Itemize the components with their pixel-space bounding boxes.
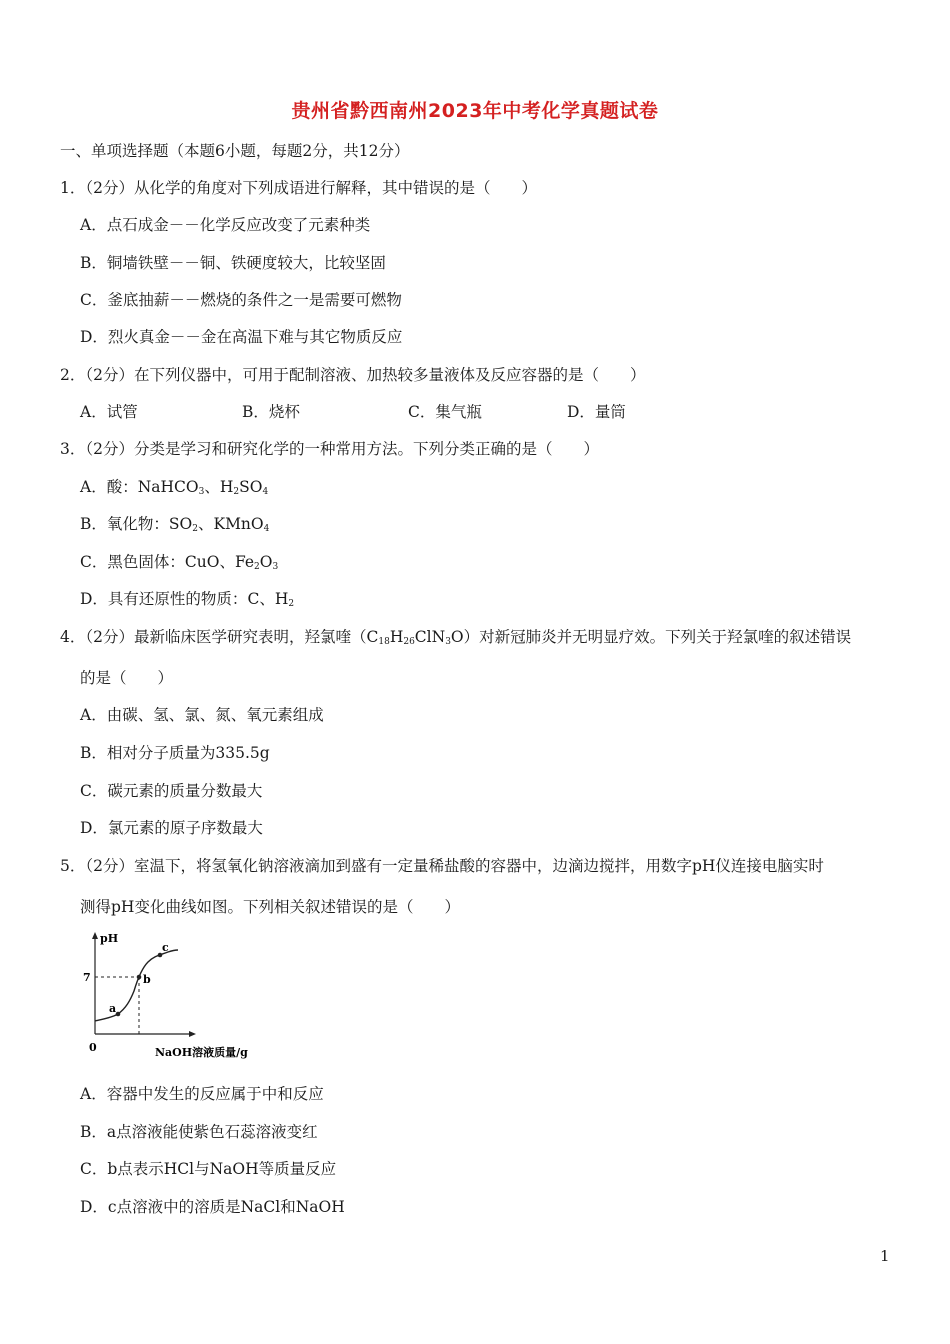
question-4-option-d: D．氯元素的原子序数最大 <box>80 819 263 837</box>
point-b-label: b <box>143 973 151 986</box>
question-1-stem: 1．（2分）从化学的角度对下列成语进行解释，其中错误的是（ ） <box>60 179 537 197</box>
question-2-option-b: B．烧杯 <box>242 403 300 421</box>
y-axis-arrow <box>92 932 98 939</box>
question-5-option-a: A．容器中发生的反应属于中和反应 <box>80 1085 324 1103</box>
question-3-option-a: A．酸：NaHCO$_3$、$H_2SO_4$ <box>80 478 269 497</box>
point-a-label: a <box>109 1002 117 1015</box>
page-title: 贵州省黔西南州2023年中考化学真题试卷 <box>291 100 659 122</box>
x-axis-arrow <box>189 1031 196 1037</box>
question-3-option-b: B．氧化物：$SO_2$、KMnO$_4$ <box>80 515 270 534</box>
ph-curve-chart <box>78 926 278 1061</box>
point-b-marker <box>137 975 142 980</box>
ph-curve <box>95 950 178 1021</box>
question-1-option-b: B．铜墙铁壁－－铜、铁硬度较大，比较坚固 <box>80 254 386 272</box>
question-1-option-a: A．点石成金－－化学反应改变了元素种类 <box>80 216 371 234</box>
page-number: 1 <box>880 1247 890 1265</box>
point-a-marker <box>116 1012 121 1017</box>
question-3-option-d: D．具有还原性的物质：C、$H_2$ <box>80 590 295 609</box>
y-tick-7: 7 <box>83 971 91 984</box>
question-3-option-c: C．黑色固体：CuO、$Fe_2O_3$ <box>80 553 279 572</box>
question-5-option-d: D．c点溶液中的溶质是NaCl和NaOH <box>80 1198 345 1216</box>
question-4-option-a: A．由碳、氢、氯、氮、氧元素组成 <box>80 706 324 724</box>
question-2-option-c: C．集气瓶 <box>408 403 482 421</box>
question-3-stem: 3．（2分）分类是学习和研究化学的一种常用方法。下列分类正确的是（ ） <box>60 440 599 458</box>
question-5-stem: 5．（2分）室温下，将氢氧化钠溶液滴加到盛有一定量稀盐酸的容器中，边滴边搅拌，用数字pH仪连接电脑实时 <box>60 857 824 875</box>
x-axis-label: NaOH溶液质量/g <box>155 1046 248 1059</box>
question-2-option-d: D．量筒 <box>567 403 626 421</box>
question-4-stem-continued: 的是（ ） <box>80 669 174 687</box>
question-2-option-a: A．试管 <box>80 403 138 421</box>
question-5-option-c: C．b点表示HCl与NaOH等质量反应 <box>80 1160 337 1178</box>
point-c-label: c <box>162 941 169 954</box>
question-2-stem: 2．（2分）在下列仪器中，可用于配制溶液、加热较多量液体及反应容器的是（ ） <box>60 366 646 384</box>
question-5-stem-continued: 测得pH变化曲线如图。下列相关叙述错误的是（ ） <box>80 898 460 916</box>
origin-label: 0 <box>89 1041 97 1054</box>
question-1-option-d: D．烈火真金－－金在高温下难与其它物质反应 <box>80 328 403 346</box>
question-4-option-b: B．相对分子质量为335.5g <box>80 744 270 762</box>
y-axis-label: pH <box>100 932 119 945</box>
question-5-option-b: B．a点溶液能使紫色石蕊溶液变红 <box>80 1123 318 1141</box>
question-4-stem: 4．（2分）最新临床医学研究表明，羟氯喹$(C_{18}H_{26}ClN_3O)$对新冠肺炎并无明显疗效。下列关于羟氯喹的叙述错误 <box>60 628 852 647</box>
section-heading: 一、单项选择题（本题6小题，每题2分，共12分） <box>60 142 410 160</box>
question-4-option-c: C．碳元素的质量分数最大 <box>80 782 263 800</box>
question-1-option-c: C．釜底抽薪－－燃烧的条件之一是需要可燃物 <box>80 291 402 309</box>
